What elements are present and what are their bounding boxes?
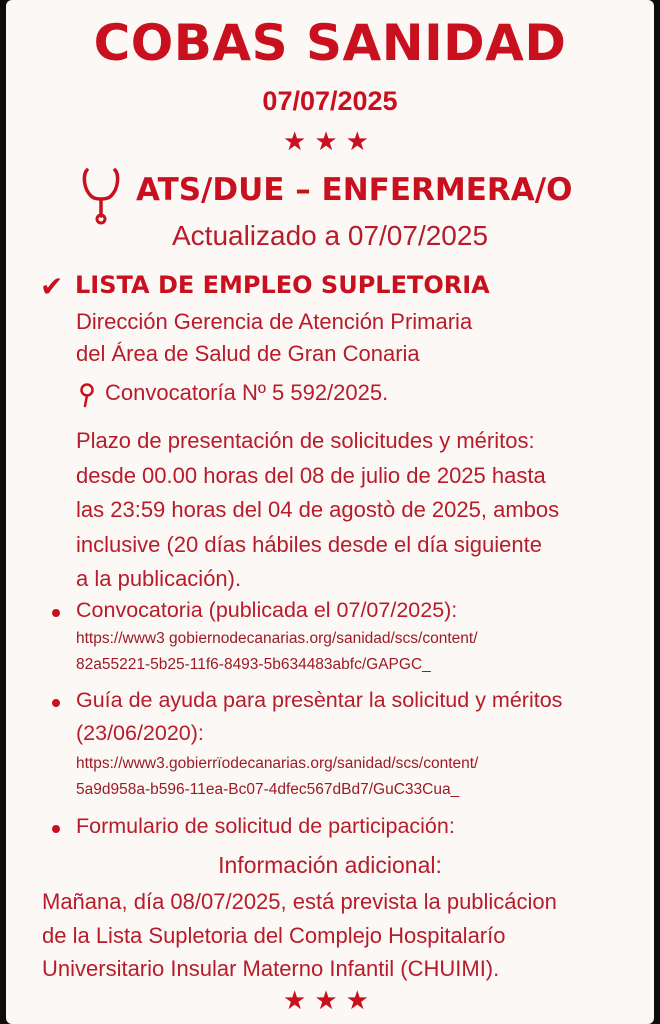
organization-line-2: del Área de Salud de Gran Conaria [76, 341, 420, 366]
stars-divider-top: ★★★ [283, 126, 377, 156]
guia-label-line-2: (23/06/2020): [76, 721, 204, 745]
plazo-line: desde 00.00 horas del 08 de julio de 2025 hasta [76, 462, 546, 488]
info-line: de la Lista Supletoria del Complejo Hospitalarío [42, 923, 506, 948]
convocatoria-url-line-2[interactable]: 82a55221-5b25-11f6-8493-5b634483abfc/GAPGC_ [76, 656, 431, 673]
guia-label-line-1: Guía de ayuda para presèntar la solicitud y méritos [76, 688, 563, 712]
pin-icon [78, 382, 96, 408]
bullet-icon [52, 825, 60, 833]
bullet-icon [52, 609, 60, 617]
convocatoria-link-label: Convocatoria (publicada el 07/07/2025): [76, 598, 458, 622]
plazo-line: Plazo de presentación de solicitudes y méritos: [76, 428, 535, 453]
stethoscope-icon [81, 166, 121, 226]
guia-url-line-1[interactable]: https://www3.gobierrïodecanarias.org/sanidad/scs/content/ [76, 755, 479, 772]
list-title: LISTA DE EMPLEO SUPLETORIA [75, 271, 490, 299]
bullet-icon [52, 699, 60, 707]
page-title: COBAS SANIDAD [93, 14, 567, 72]
plazo-paragraph [76, 424, 646, 597]
info-line: Mañana, día 08/07/2025, está prevista la publicácion [42, 889, 557, 914]
announcement-card [6, 0, 654, 1024]
convocatoria-number: Convocatoría Nº 5 592/2025. [105, 380, 389, 405]
formulario-label: Formulario de solicitud de participación: [76, 814, 455, 838]
updated-date: Actualizado a 07/07/2025 [171, 220, 489, 251]
info-line: Universitario Insular Materno Infantil (CHUIMI). [42, 956, 500, 981]
organization-line-1: Dirección Gerencia de Atención Primaria [76, 309, 473, 334]
section-heading: ATS/DUE – ENFERMERA/O [136, 172, 573, 208]
plazo-line: a la publicación). [76, 566, 242, 591]
guia-url-line-2[interactable]: 5a9d958a-b596-11ea-Bc07-4dfec567dBd7/GuC33Cua_ [76, 781, 460, 798]
stars-divider-bottom: ★★★ [283, 985, 377, 1015]
check-icon: ✔ [40, 271, 64, 302]
plazo-line: inclusive (20 días hábiles desde el día siguiente [76, 531, 542, 557]
plazo-line: las 23:59 horas del 04 de agostò de 2025, ambos [76, 497, 560, 522]
header-date: 07/07/2025 [262, 86, 398, 116]
convocatoria-url-line-1[interactable]: https://www3 gobiernodecanarias.org/sanidad/scs/content/ [76, 630, 478, 647]
info-heading: Información adicional: [218, 852, 442, 878]
